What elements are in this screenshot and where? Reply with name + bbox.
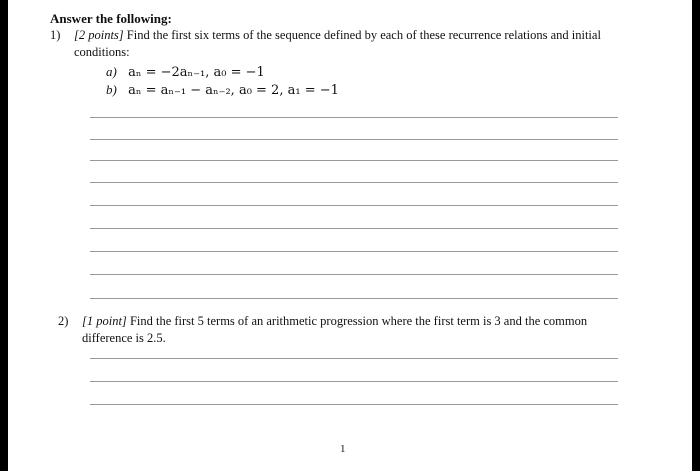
answer-line [90, 139, 618, 140]
answer-line [90, 404, 618, 405]
answer-line [90, 182, 618, 183]
question-2-points: [1 point] [82, 314, 127, 328]
question-1-text-line2: conditions: [74, 45, 130, 59]
answer-line [90, 358, 618, 359]
answer-line [90, 274, 618, 275]
answer-line [90, 228, 618, 229]
heading: Answer the following: [50, 11, 172, 26]
answer-line [90, 381, 618, 382]
part-a [106, 64, 265, 80]
question-1-text-line1: Find the first six terms of the sequence defined by each of these recurrence relations and initial [126, 28, 601, 42]
question-1-points: [2 points] [74, 28, 124, 42]
part-b-formula: aₙ = aₙ₋₁ − aₙ₋₂, a₀ = 2, a₁ = −1 [128, 83, 339, 98]
answer-line [90, 298, 618, 299]
question-2-text-line2: difference is 2.5. [82, 331, 166, 345]
answer-line [90, 205, 618, 206]
document-page [8, 0, 692, 471]
part-a-label: a) [106, 64, 117, 79]
question-2-number: 2) [58, 314, 69, 328]
part-b [106, 82, 339, 98]
question-1 [50, 27, 650, 61]
page-number: 1 [340, 443, 346, 455]
answer-line [90, 251, 618, 252]
answer-line [90, 160, 618, 161]
question-1-number: 1) [50, 28, 61, 42]
question-2-text-line1: Find the first 5 terms of an arithmetic progression where the first term is 3 and the common [129, 314, 588, 328]
question-2 [58, 313, 638, 347]
part-b-label: b) [106, 82, 117, 97]
part-a-formula: aₙ = −2aₙ₋₁, a₀ = −1 [128, 65, 265, 80]
answer-line [90, 117, 618, 118]
